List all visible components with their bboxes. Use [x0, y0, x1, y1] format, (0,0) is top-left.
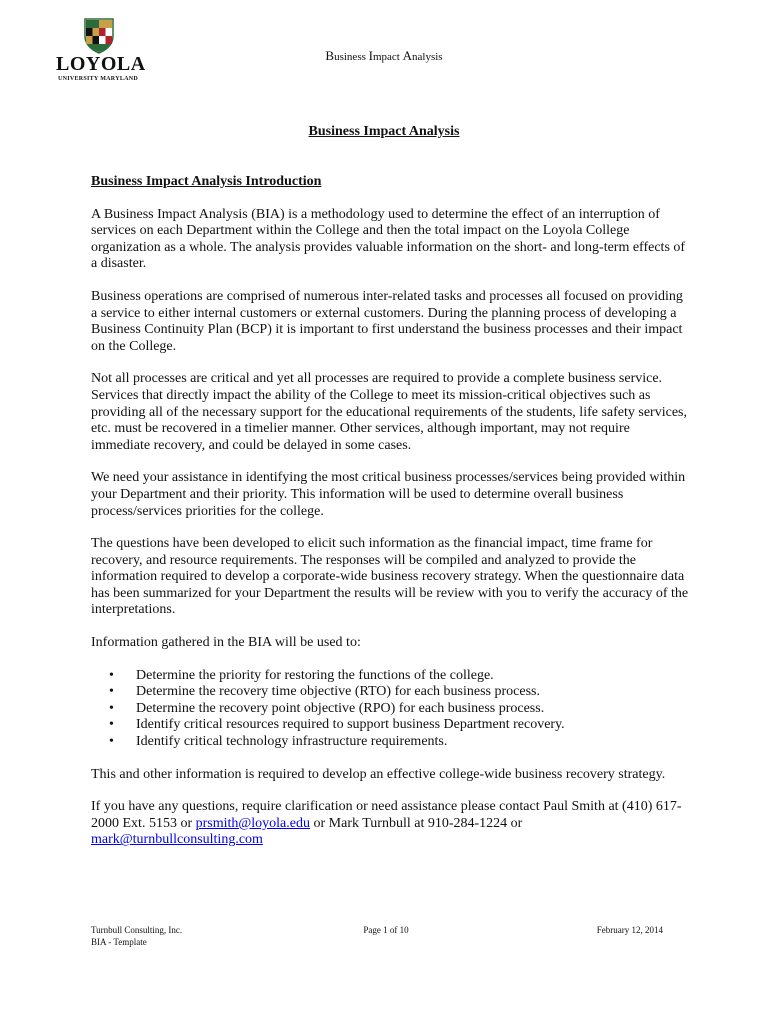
list-item [91, 684, 691, 701]
list-item [91, 717, 691, 734]
running-header-cap: I [368, 48, 373, 63]
shield-crest-icon [84, 18, 114, 54]
footer-page-number: Page 1 of 10 [363, 925, 409, 935]
closing-paragraph: This and other information is required to develop an effective college-wide business recovery strategy. [91, 766, 666, 782]
paragraph: Not all processes are critical and yet all processes are required to provide a complete business service. Services that directly impact the ability of the College to meet its mission-critical objectives such as providing all of the necessary support for the educational requirements of the students, life safety services, etc. must be recovered in a timelier manner. Other services, although important, may not require immediate recovery, and could be delayed in some cases. [91, 371, 687, 453]
list-item [91, 668, 691, 685]
logo-subtitle: UNIVERSITY MARYLAND [57, 76, 139, 82]
running-header-text: usiness [334, 51, 369, 63]
paragraph: Business operations are comprised of numerous inter-related tasks and processes all focused on providing a service to either internal customers or external customers. During the planning process of developing a Business Continuity Plan (BCP) it is important to first understand the business processes and their impact on the College. [91, 288, 683, 354]
section-heading: Business Impact Analysis Introduction [91, 174, 322, 189]
university-logo [56, 18, 146, 84]
footer-left [91, 924, 251, 948]
footer-template: BIA - Template [91, 937, 147, 947]
email-link-prsmith[interactable]: prsmith@loyola.edu [195, 815, 310, 831]
footer-date: February 12, 2014 [596, 925, 663, 935]
running-header-text: nalysis [412, 51, 443, 63]
list-intro: Information gathered in the BIA will be used to: [91, 635, 361, 651]
paragraph: A Business Impact Analysis (BIA) is a methodology used to determine the effect of an interruption of services on each Department within the College and then the total impact on the Loyola College organization as a whole. The analysis provides valuable information on the short- and long-term effects of a disaster. [91, 206, 686, 272]
bullet-icon: • [109, 684, 114, 700]
bullet-icon: • [109, 734, 114, 750]
list-item-text: Determine the recovery time objective (RTO) for each business process. [136, 684, 540, 700]
list-item-text: Determine the priority for restoring the functions of the college. [136, 667, 494, 683]
running-header-cap: B [325, 48, 335, 63]
document-body [91, 174, 691, 865]
paragraph: The questions have been developed to elicit such information as the financial impact, time frame for recovery, and resource requirements. The responses will be compiled and analyzed to provide the information required to develop a corporate-wide business recovery strategy. When the questionnaire data has been summarized for your Department the results will be review with you to verify the accuracy of the interpretations. [91, 536, 689, 618]
contact-text: If you have any questions, require clarification or need assistance please contact Paul Smith at (410) 617-2000 Ext. 5153 or [91, 799, 682, 831]
running-header-cap: A [402, 48, 412, 63]
bullet-list [91, 668, 691, 751]
contact-paragraph [91, 799, 691, 849]
bullet-icon: • [109, 667, 114, 683]
list-item [91, 734, 691, 751]
logo-wordmark: LOYOLA [56, 53, 146, 75]
paragraph: We need your assistance in identifying the most critical business processes/services being provided within your Department and their priority. This information will be used to determine overall business process/services priorities for the college. [91, 470, 686, 519]
list-item-text: Determine the recovery point objective (RPO) for each business process. [136, 700, 545, 716]
document-title: Business Impact Analysis [308, 124, 460, 139]
running-header-text: mpact [372, 51, 403, 63]
list-item-text: Identify critical technology infrastructure requirements. [136, 734, 448, 750]
footer-company: Turnbull Consulting, Inc. [91, 925, 183, 935]
bullet-icon: • [109, 700, 114, 716]
list-item [91, 701, 691, 718]
running-header [200, 49, 568, 64]
bullet-icon: • [109, 717, 114, 733]
email-link-mark[interactable]: mark@turnbullconsulting.com [91, 832, 263, 848]
list-item-text: Identify critical resources required to support business Department recovery. [136, 717, 565, 733]
contact-text: or Mark Turnbull at 910-284-1224 or [310, 815, 523, 831]
